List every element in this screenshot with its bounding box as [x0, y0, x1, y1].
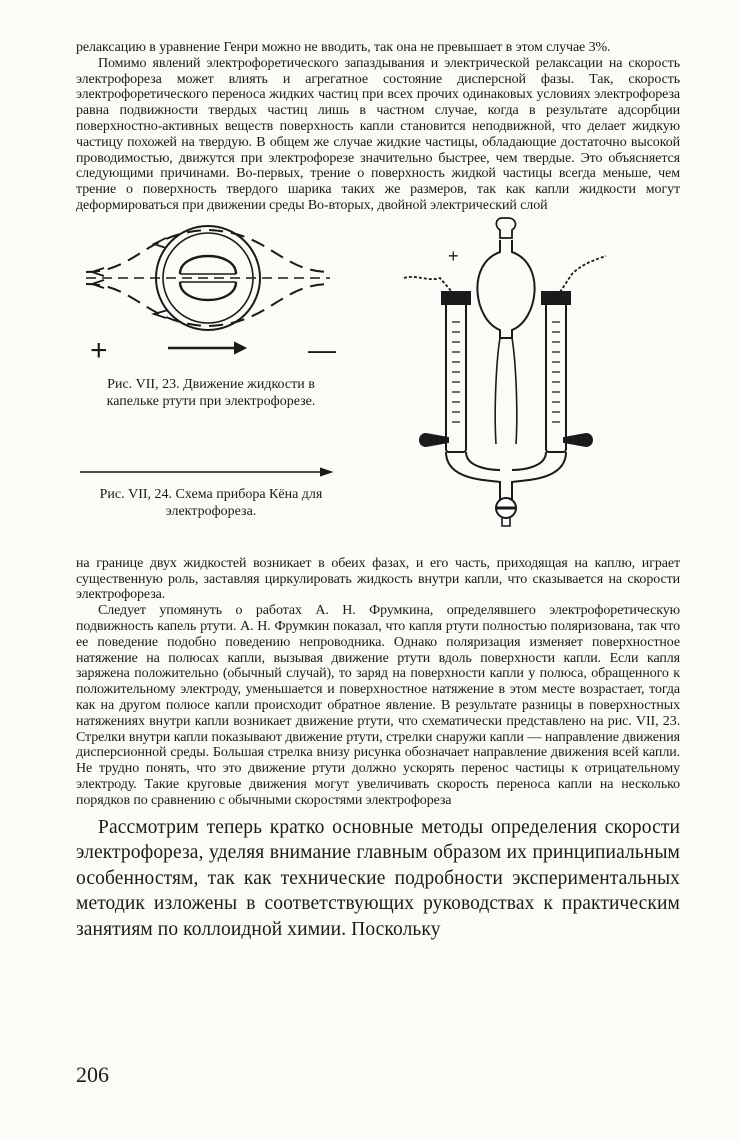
right-tube-cap	[542, 292, 570, 304]
inner-vortex-bottom	[180, 282, 236, 300]
mercury-droplet-figure	[76, 220, 346, 370]
right-wire	[560, 256, 606, 292]
page-number: 206	[76, 1062, 109, 1087]
droplet-motion-arrowhead	[234, 342, 246, 354]
page-body	[76, 40, 680, 942]
left-tube-scale	[452, 322, 460, 422]
right-tube-scale	[552, 322, 560, 422]
apparatus-plus-label: +	[448, 245, 459, 266]
left-stopcock	[420, 434, 448, 446]
left-wire	[404, 277, 452, 292]
paragraph-frumkin: Следует упомянуть о работах А. Н. Фрумкина, определявшего электрофоретическую подвижность капель ртути. А. Н. Фрумкин показал, что капля ртути полностью поляризована, так что ее поведение подобно поведению непроводника. Однако поляризация изменяет поверхностное натяжение на полюсах капли, вызывая движение ртути вдоль поверхности капли. Если капля заряжена положительно (обычный случай), то заряд на поверхности капли у полюса, обращенного к положительному электроду, уменьшается и поверхностное натяжение в этом месте возрастает, тогда как на другом полюсе капли происходит обратное явление. В результате разницы в поверхностных натяжениях внутри капли возникает движение ртути, что схематически представлено на рис. VII, 23. Стрелки внутри капли показывают движение ртути, стрелки снаружи капли — направление движения дисперсионной среды. Большая стрелка внизу рисунка обозначает направление движения всей капли. Не трудно понять, что это движение ртути должно ускорять перенос частицы к отрицательному электроду. Такие круговые движения могут увеличивать скорость переноса капли на несколько порядков по сравнению с обычными скоростями электрофореза	[76, 603, 680, 808]
inner-vortex-top	[180, 256, 236, 274]
central-bulb	[477, 240, 534, 338]
flow-arrow-right-top	[154, 238, 166, 248]
figure-caption-vii-24: Рис. VII, 24. Схема прибора Кёна для электрофореза.	[99, 486, 323, 519]
paragraph-double-layer: на границе двух жидкостей возникает в обеих фазах, и его часть, приходящая на каплю, играет существенную роль, заставляя циркулировать жидкость внутри капли, что сказывается на скорости электрофореза.	[76, 555, 680, 603]
right-stopcock	[564, 434, 592, 446]
plus-electrode-label: +	[90, 333, 108, 367]
outer-flow-bottom	[86, 284, 330, 326]
left-tube-cap	[442, 292, 470, 304]
paragraph-methods: Рассмотрим теперь кратко основные методы определения скорости электрофореза, уделяя внимание главным образом их принципиальным особенностям, так как технические подробности экспериментальных методик изложены в соответствующих руководствах к практическим занятиям по коллоидной химии. Поскольку	[76, 816, 680, 940]
paragraph-aggregate-state: Помимо явлений электрофоретического запаздывания и электрической релаксации на скорость электрофореза может влиять и агрегатное состояние дисперсной фазы. Так, скорость электрофоретического переноса жидких частиц при всех прочих одинаковых условиях электрофореза равна подвижности твердых частиц лишь в частном случае, когда в результате адсорбции поверхностно-активных веществ поверхность капли становится неподвижной, что делает жидкую частицу похожей на твердую. В общем же случае жидкие частицы, обладающие достаточно высокой проводимостью, движутся при электрофорезе значительно быстрее, чем твердые. Это объясняется следующими причинами. Во-первых, трение о поверхность жидкой частицы всегда меньше, чем трение о поверхность твердого шарика таких же размеров, так как капли жидкости могут деформироваться при движении среды Во-вторых, двойной электрический слой	[76, 55, 680, 213]
top-stopper	[496, 218, 515, 238]
kuhn-apparatus-figure	[396, 212, 696, 532]
figures-block	[76, 220, 680, 550]
figure-caption-vii-23: Рис. VII, 23. Движение жидкости в капельке ртути при электрофорезе.	[106, 376, 316, 409]
long-arrow	[80, 466, 336, 478]
central-stem	[495, 338, 517, 444]
minus-electrode-label: —	[308, 333, 336, 365]
left-electrode-tube	[446, 302, 466, 452]
u-tube-bottom	[446, 452, 566, 502]
paragraph-continuation: релаксацию в уравнение Генри можно не вводить, так она не превышает в этом случае 3%.	[76, 40, 611, 55]
bottom-outlet	[502, 518, 510, 526]
right-electrode-tube	[546, 302, 566, 452]
outer-flow-top	[86, 230, 330, 272]
